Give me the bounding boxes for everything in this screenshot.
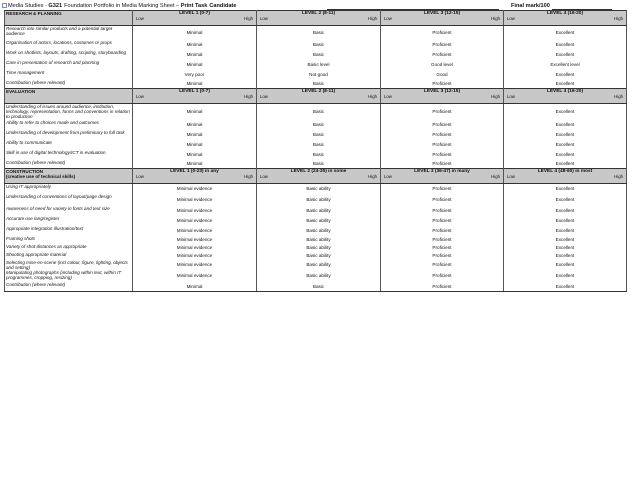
level-header — [381, 168, 504, 183]
marking-table — [4, 10, 627, 292]
level-descriptor: Basic — [257, 120, 381, 130]
level-descriptor: Minimal — [133, 130, 257, 140]
level-descriptor: Basic ability — [257, 270, 381, 282]
level-descriptor: Proficient — [381, 270, 504, 282]
level-descriptor: Minimal evidence — [133, 260, 257, 270]
level-name: LEVEL 2 (8-11) — [301, 11, 336, 16]
criterion-label: Contribution (where relevant) — [5, 282, 133, 292]
level-header — [257, 168, 381, 183]
low-label: Low — [384, 173, 392, 179]
title-task: Print Task — [180, 3, 208, 9]
level-descriptor: Basic ability — [257, 244, 381, 252]
criterion-row — [5, 80, 627, 89]
final-mark-label: Final mark/100 — [511, 3, 550, 9]
criterion-row — [5, 104, 627, 120]
criterion-row — [5, 150, 627, 160]
criterion-label: Organisation of actors, locations, costumes or props — [5, 40, 133, 50]
section-subtitle: (creative use of technical skills) — [6, 173, 76, 179]
level-descriptor: Excellent — [504, 120, 627, 130]
level-descriptor: Minimal evidence — [133, 194, 257, 206]
level-descriptor: Proficient — [381, 252, 504, 260]
level-descriptor: Excellent — [504, 40, 627, 50]
level-descriptor: Basic — [257, 160, 381, 169]
level-name: LEVEL 2 (8-11) — [301, 89, 336, 94]
criterion-row — [5, 260, 627, 270]
level-descriptor: Excellent — [504, 282, 627, 292]
level-descriptor: Excellent — [504, 260, 627, 270]
criterion-label: Variety of shot distances as appropriate — [5, 244, 133, 252]
criterion-label: Contribution (where relevant) — [5, 160, 133, 169]
level-descriptor: Excellent — [504, 150, 627, 160]
criterion-label: Understanding of conventions of layout/page design — [5, 194, 133, 206]
criterion-label: Skill in use of digital technology/ICT in evaluation — [5, 150, 133, 160]
low-label: Low — [507, 173, 515, 179]
high-label: High — [491, 16, 500, 21]
level-header — [381, 11, 504, 26]
high-label: High — [244, 173, 253, 179]
level-descriptor: Minimal evidence — [133, 244, 257, 252]
criterion-label: Accurate use lang/register — [5, 216, 133, 226]
level-descriptor: Minimal evidence — [133, 206, 257, 216]
level-descriptor: Proficient — [381, 260, 504, 270]
level-descriptor: Excellent — [504, 80, 627, 89]
level-header — [381, 89, 504, 104]
level-descriptor: Proficient — [381, 50, 504, 60]
level-descriptor: Minimal — [133, 80, 257, 89]
criterion-row — [5, 60, 627, 70]
section-title — [5, 168, 133, 183]
level-descriptor: Basic level — [257, 60, 381, 70]
level-header — [133, 11, 257, 26]
criterion-label: Appropriate integration illustration/text — [5, 226, 133, 236]
criterion-row — [5, 130, 627, 140]
level-descriptor: Proficient — [381, 26, 504, 41]
level-descriptor: Proficient — [381, 282, 504, 292]
level-descriptor: Proficient — [381, 206, 504, 216]
criterion-label: Awareness of need for variety in fonts and text size — [5, 206, 133, 216]
criterion-row — [5, 270, 627, 282]
level-descriptor: Not good — [257, 70, 381, 80]
level-descriptor: Proficient — [381, 216, 504, 226]
level-descriptor: Excellent — [504, 206, 627, 216]
level-name: LEVEL 4 (48-60) in most — [537, 168, 593, 174]
level-descriptor: Minimal evidence — [133, 270, 257, 282]
level-name: LEVEL 2 (24-35) in some — [290, 168, 347, 174]
low-label: Low — [507, 16, 515, 21]
level-descriptor: Minimal evidence — [133, 252, 257, 260]
level-header — [504, 11, 627, 26]
level-descriptor: Basic — [257, 80, 381, 89]
level-name: LEVEL 4 (16-20) — [546, 89, 584, 94]
section-title-text: CONSTRUCTION — [6, 168, 44, 174]
level-descriptor: Proficient — [381, 130, 504, 140]
level-descriptor: Excellent — [504, 130, 627, 140]
criterion-row — [5, 183, 627, 194]
level-descriptor: Basic ability — [257, 206, 381, 216]
criterion-label: Understanding of development from preliminary to full task — [5, 130, 133, 140]
level-name: LEVEL 4 (16-20) — [546, 11, 584, 16]
high-label: High — [614, 94, 623, 99]
criterion-label: Ability to refer to choices made and outcomes — [5, 120, 133, 130]
criterion-label: Using IT appropriately — [5, 183, 133, 194]
level-descriptor: Minimal — [133, 104, 257, 120]
criterion-label: Research into similar products and a potential target audience — [5, 26, 133, 41]
section-header — [5, 11, 627, 26]
level-descriptor: Basic ability — [257, 216, 381, 226]
criterion-row — [5, 206, 627, 216]
level-descriptor: Basic — [257, 282, 381, 292]
title-candidate: Candidate — [209, 3, 237, 9]
low-label: Low — [260, 94, 268, 99]
level-descriptor: Minimal evidence — [133, 236, 257, 244]
criterion-row — [5, 40, 627, 50]
criterion-label: Care in presentation of research and planning — [5, 60, 133, 70]
criterion-row — [5, 194, 627, 206]
low-label: Low — [136, 173, 144, 179]
title-code: G321 — [48, 3, 63, 9]
criterion-label: Selecting mise-en-scene (incl colour, figure, lighting, objects and setting) — [5, 260, 133, 270]
high-label: High — [614, 16, 623, 21]
level-descriptor: Proficient — [381, 104, 504, 120]
title-middle: Foundation Portfolio in Media Marking Sheet – — [64, 3, 181, 9]
criterion-row — [5, 120, 627, 130]
level-descriptor: Basic — [257, 140, 381, 150]
level-descriptor: Basic ability — [257, 252, 381, 260]
section-header — [5, 89, 627, 104]
level-descriptor: Proficient — [381, 244, 504, 252]
criterion-row — [5, 160, 627, 169]
criterion-row — [5, 252, 627, 260]
level-name: LEVEL 1 (0-23) in any — [170, 168, 219, 174]
criterion-label: Shooting appropriate material — [5, 252, 133, 260]
level-descriptor: Minimal — [133, 160, 257, 169]
criterion-label: Work on shotlists, layouts, drafting, scripting, storyboarding — [5, 50, 133, 60]
low-label: Low — [136, 94, 144, 99]
level-descriptor: Excellent — [504, 252, 627, 260]
level-name: LEVEL 3 (12-15) — [423, 89, 461, 94]
high-label: High — [491, 173, 500, 179]
criterion-label: Manipulating photographs (including within text, within IT programmes, cropping, resizing) — [5, 270, 133, 282]
level-descriptor: Excellent level — [504, 60, 627, 70]
criterion-row — [5, 70, 627, 80]
high-label: High — [368, 16, 377, 21]
criterion-row — [5, 244, 627, 252]
level-name: LEVEL 3 (12-15) — [423, 11, 461, 16]
level-descriptor: Proficient — [381, 236, 504, 244]
level-descriptor: Minimal — [133, 40, 257, 50]
low-label: Low — [260, 173, 268, 179]
level-descriptor: Very poor — [133, 70, 257, 80]
high-label: High — [491, 94, 500, 99]
level-descriptor: Proficient — [381, 160, 504, 169]
level-descriptor: Excellent — [504, 236, 627, 244]
level-descriptor: Basic ability — [257, 260, 381, 270]
level-descriptor: Excellent — [504, 270, 627, 282]
low-label: Low — [507, 94, 515, 99]
level-header — [504, 168, 627, 183]
level-descriptor: Excellent — [504, 70, 627, 80]
level-descriptor: Basic — [257, 104, 381, 120]
high-label: High — [244, 94, 253, 99]
level-descriptor: Proficient — [381, 40, 504, 50]
table-anchor-icon — [2, 3, 7, 8]
criterion-row — [5, 226, 627, 236]
criterion-row — [5, 282, 627, 292]
level-descriptor: Minimal — [133, 150, 257, 160]
level-descriptor: Proficient — [381, 150, 504, 160]
level-descriptor: Excellent — [504, 104, 627, 120]
level-header — [133, 89, 257, 104]
level-header — [133, 168, 257, 183]
level-descriptor: Proficient — [381, 140, 504, 150]
level-descriptor: Basic ability — [257, 183, 381, 194]
low-label: Low — [384, 94, 392, 99]
level-name: LEVEL 1 (0-7) — [179, 11, 210, 16]
level-descriptor: Excellent — [504, 183, 627, 194]
level-descriptor: Minimal evidence — [133, 226, 257, 236]
level-descriptor: Excellent — [504, 26, 627, 41]
level-descriptor: Excellent — [504, 50, 627, 60]
level-descriptor: Basic — [257, 40, 381, 50]
level-descriptor: Basic — [257, 150, 381, 160]
level-descriptor: Excellent — [504, 140, 627, 150]
level-descriptor: Basic ability — [257, 194, 381, 206]
title-prefix: Media Studies - — [8, 3, 49, 9]
section-title-text: EVALUATION — [6, 89, 36, 94]
level-descriptor: Basic ability — [257, 226, 381, 236]
level-descriptor: Good level — [381, 60, 504, 70]
low-label: Low — [260, 16, 268, 21]
section-title — [5, 11, 133, 26]
high-label: High — [368, 173, 377, 179]
level-descriptor: Proficient — [381, 226, 504, 236]
low-label: Low — [136, 16, 144, 21]
level-descriptor: Excellent — [504, 216, 627, 226]
level-descriptor: Minimal — [133, 26, 257, 41]
criterion-label: Time management — [5, 70, 133, 80]
section-title — [5, 89, 133, 104]
criterion-label: Contribution (where relevant) — [5, 80, 133, 89]
level-header — [257, 89, 381, 104]
level-descriptor: Basic ability — [257, 236, 381, 244]
level-header — [257, 11, 381, 26]
section-header — [5, 168, 627, 183]
level-header — [504, 89, 627, 104]
level-descriptor: Basic — [257, 130, 381, 140]
level-descriptor: Minimal — [133, 50, 257, 60]
criterion-row — [5, 236, 627, 244]
criterion-label: Understanding of issues around audience, institution, technology, representation, forms and conventions in relation to production — [5, 104, 133, 120]
section-title-text: RESEARCH & PLANNING — [6, 11, 62, 16]
level-name: LEVEL 3 (36-47) in many — [414, 168, 470, 174]
criterion-row — [5, 50, 627, 60]
level-descriptor: Excellent — [504, 160, 627, 169]
level-descriptor: Minimal — [133, 60, 257, 70]
criterion-label: Framing shots — [5, 236, 133, 244]
level-descriptor: Basic — [257, 26, 381, 41]
level-descriptor: Excellent — [504, 244, 627, 252]
level-descriptor: Proficient — [381, 194, 504, 206]
level-descriptor: Excellent — [504, 194, 627, 206]
level-descriptor: Minimal — [133, 140, 257, 150]
level-descriptor: Proficient — [381, 183, 504, 194]
level-descriptor: Minimal evidence — [133, 216, 257, 226]
high-label: High — [244, 16, 253, 21]
level-name: LEVEL 1 (0-7) — [179, 89, 210, 94]
level-descriptor: Proficient — [381, 120, 504, 130]
level-descriptor: Good — [381, 70, 504, 80]
level-descriptor: Excellent — [504, 226, 627, 236]
level-descriptor: Basic — [257, 50, 381, 60]
level-descriptor: Proficient — [381, 80, 504, 89]
criterion-row — [5, 216, 627, 226]
level-descriptor: Minimal — [133, 120, 257, 130]
criterion-row — [5, 140, 627, 150]
high-label: High — [614, 173, 623, 179]
level-descriptor: Minimal evidence — [133, 183, 257, 194]
low-label: Low — [384, 16, 392, 21]
criterion-label: Ability to communicate — [5, 140, 133, 150]
level-descriptor: Minimal — [133, 282, 257, 292]
criterion-row — [5, 26, 627, 41]
high-label: High — [368, 94, 377, 99]
